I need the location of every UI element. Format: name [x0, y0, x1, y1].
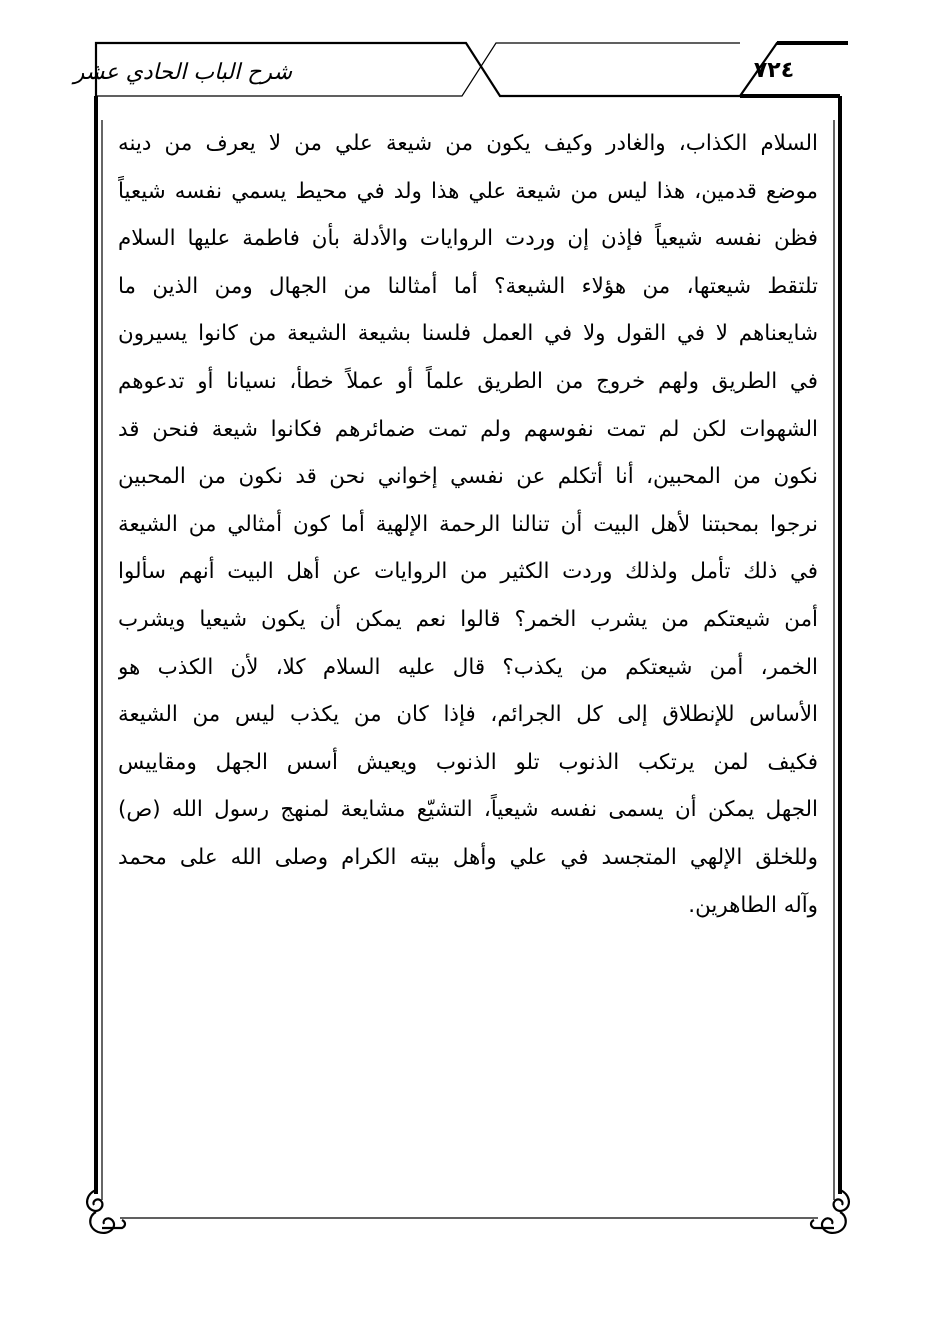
body-line: السلام الكذاب، والغادر وكيف يكون من شيعة علي من لا يعرف من دينه	[118, 131, 818, 156]
body-line: الجهل يمكن أن يسمى نفسه شيعياً، التشيّع مشايعة لمنهج رسول الله (ص)	[118, 797, 818, 823]
body-line: فكيف لمن يرتكب الذنوب تلو الذنوب ويعيش أسس الجهل ومقاييس	[118, 749, 818, 775]
body-line: الشهوات لكن لم تمت نفوسهم ولم تمت ضمائرهم فكانوا شيعة فنحن قد	[118, 416, 818, 442]
body-line: الأساس للإنطلاق إلى كل الجرائم، فإذا كان من يكذب ليس من الشيعة	[118, 702, 818, 728]
page-number: ٧٢٤	[753, 58, 795, 83]
ornament-bottom-left-icon	[87, 1190, 125, 1233]
body-line: الخمر، أمن شيعتكم من يكذب؟ قال عليه السلام كلا، لأن الكذب هو	[118, 654, 818, 680]
body-line: موضع قدمين، هذا ليس من شيعة علي هذا ولد في محيط يسمي نفسه شيعياً	[118, 178, 818, 204]
body-line: في ذلك تأمل ولذلك وردت الكثير من الروايات عن أهل البيت أنهم سألوا	[118, 559, 818, 585]
body-line: نرجوا بمحبتنا لأهل البيت أن تنالنا الرحمة الإلهية أما كون أمثالي من الشيعة	[118, 511, 818, 537]
body-text	[118, 120, 818, 929]
body-line: وللخلق الإلهي المتجسد في علي وأهل بيته الكرام وصلى الله على محمد	[118, 844, 818, 870]
body-line-last: وآله الطاهرين.	[688, 892, 818, 918]
body-line: فظن نفسه شيعياً فإذن إن وردت الروايات والأدلة بأن فاطمة عليها السلام	[118, 226, 818, 252]
body-line: تلتقط شيعتها، من هؤلاء الشيعة؟ أما أمثالنا من الجهال ومن الذين ما	[118, 273, 818, 299]
running-header-title: شرح الباب الحادي عشر	[73, 60, 292, 85]
body-line: في الطريق ولهم خروج من الطريق علماً أو عملاً خطأ، نسيانا أو تدعوهم	[118, 368, 818, 394]
ornament-bottom-right-icon	[811, 1190, 849, 1233]
body-line: شايعناهم لا في القول ولا في العمل فلسنا بشيعة الشيعة من كانوا يسيرون	[118, 321, 818, 347]
body-line: نكون من المحبين، أنا أتكلم عن نفسي إخواني نحن قد نكون من المحبين	[118, 464, 818, 490]
body-line: أمن شيعتكم من يشرب الخمر؟ قالوا نعم يمكن أن يكون شيعيا ويشرب	[118, 606, 818, 632]
